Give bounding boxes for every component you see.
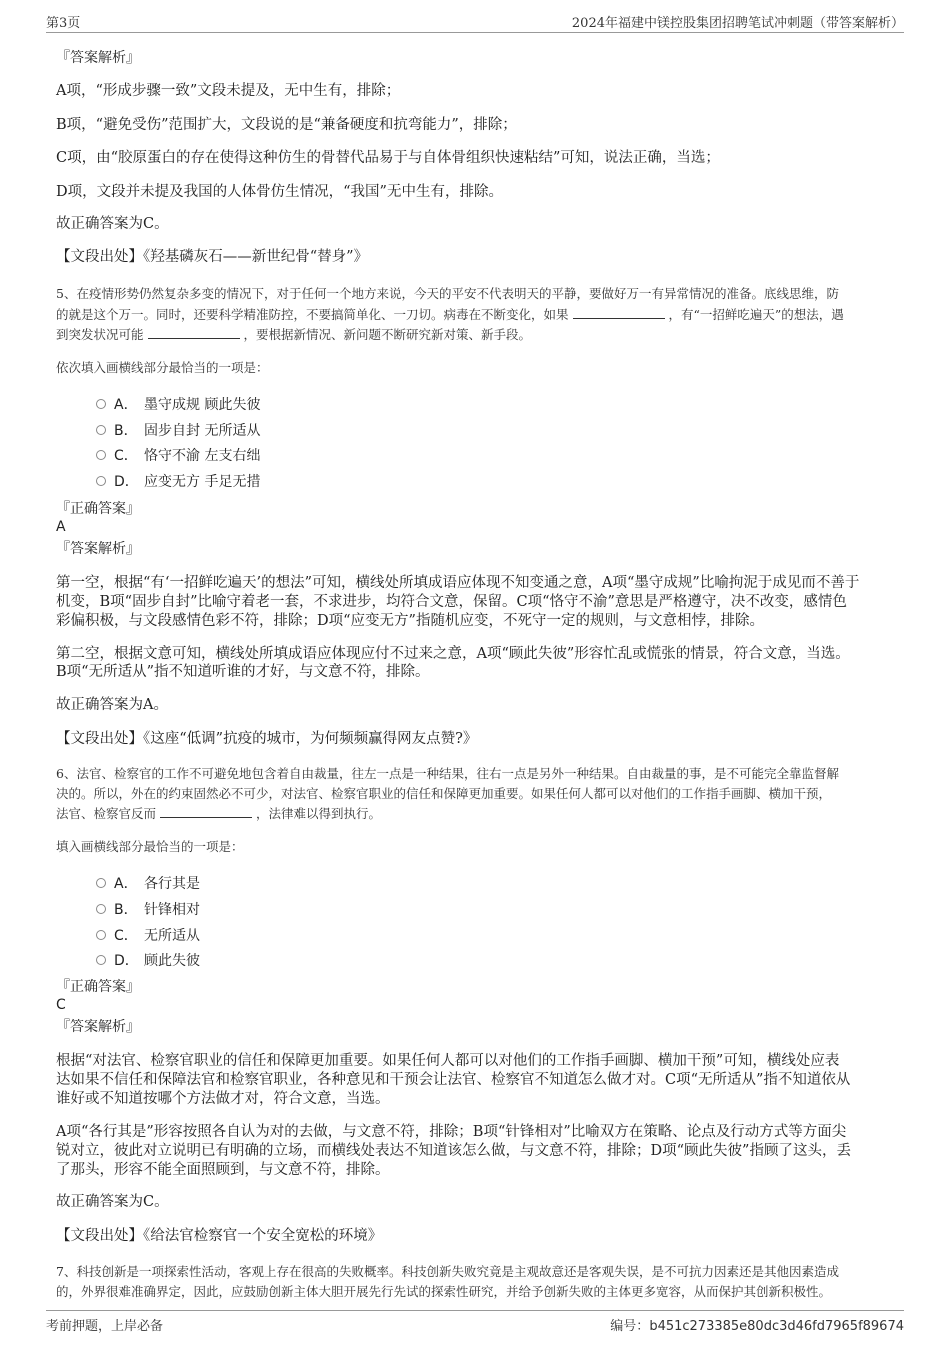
analysis-line-a: A项，“形成步骤一致”文段未提及，无中生有，排除；: [56, 83, 401, 99]
conclusion: 故正确答案为A。: [56, 697, 168, 713]
correct-answer: A: [56, 519, 66, 535]
analysis-label: 『答案解析』: [56, 1019, 140, 1035]
analysis-label: 『答案解析』: [56, 541, 140, 557]
analysis-para-2-line-1: A项“各行其是”形容按照各自认为对的去做，与文意不符，排除；B项“针锋相对”比喻双方在策略、论点及行动方式等方面尖: [56, 1124, 847, 1140]
fill-blank: [148, 326, 240, 339]
q6-stem-part: 法官、检察官反而: [56, 806, 157, 821]
q6-prompt: 填入画横线部分最恰当的一项是：: [56, 839, 244, 854]
radio-icon[interactable]: [96, 476, 106, 486]
q5-prompt: 依次填入画横线部分最恰当的一项是：: [56, 360, 269, 375]
q5-stem-line-3: [56, 325, 900, 345]
fill-blank: [160, 805, 252, 818]
q5-stem-part: ，要根据新情况、新问题不断研究新对策、新手段。: [243, 327, 531, 342]
q6-option-d[interactable]: D． 顾此失彼: [96, 950, 200, 970]
correct-answer: C: [56, 997, 66, 1013]
q6-stem-line-3: [56, 804, 900, 824]
q5-stem-line-1: 5、在疫情形势仍然复杂多变的情况下，对于任何一个地方来说，今天的平安不代表明天的平静，要做好万一有异常情况的准备。底线思维，防: [56, 286, 839, 301]
q7-stem-line-1: 7、科技创新是一项探索性活动，客观上存在很高的失败概率。科技创新失败究竟是主观故意还是客观失误，是不可抗力因素还是其他因素造成: [56, 1264, 839, 1279]
fill-blank: [573, 306, 665, 319]
analysis-line-c: C项，由“胶原蛋白的存在使得这种仿生的骨替代品易于与自体骨组织快速粘结”可知，说法正确，当选；: [56, 150, 720, 166]
q5-option-c[interactable]: C． 恪守不渝 左支右绌: [96, 445, 260, 465]
q5-option-a[interactable]: A． 墨守成规 顾此失彼: [96, 394, 260, 414]
q5-stem-line-2: [56, 305, 900, 325]
radio-icon[interactable]: [96, 904, 106, 914]
radio-icon[interactable]: [96, 399, 106, 409]
analysis-line-b: B项，“避免受伤”范围扩大，文段说的是“兼备硬度和抗弯能力”，排除；: [56, 117, 517, 133]
page-number: 第3页: [46, 16, 81, 31]
q5-stem-part: 到突发状况可能: [56, 327, 144, 342]
analysis-para-2-line-2: 锐对立，彼此对立说明已有明确的立场，而横线处表达不知道该怎么做，与文意不符，排除；D项“顾此失彼”指顾了这头，丢: [56, 1143, 851, 1159]
q6-stem-line-2: 决的。所以，外在的约束固然必不可少，对法官、检察官职业的信任和保障更加重要。如果任何人都可以对他们的工作指手画脚、横加干预，: [56, 786, 832, 801]
q6-option-c[interactable]: C． 无所适从: [96, 925, 200, 945]
correct-answer-label: 『正确答案』: [56, 501, 140, 517]
radio-icon[interactable]: [96, 878, 106, 888]
q6-option-a[interactable]: A． 各行其是: [96, 873, 200, 893]
analysis-para-1-line-3: 彩偏积极，与文段感情色彩不符，排除；D项“应变无方”指随机应变，不死守一定的规则，与文意相悖，排除。: [56, 613, 764, 629]
analysis-para-1-line-1: 第一空，根据“有‘一招鲜吃遍天’的想法”可知，横线处所填成语应体现不知变通之意，A项“墨守成规”比喻拘泥于成见而不善于: [56, 575, 860, 591]
analysis-para-1-line-2: 机变，B项“固步自封”比喻守着老一套，不求进步，均符合文意，保留。C项“恪守不渝”意思是严格遵守，决不改变，感情色: [56, 594, 847, 610]
analysis-label: 『答案解析』: [56, 50, 140, 66]
correct-answer-label: 『正确答案』: [56, 979, 140, 995]
q7-stem-line-2: 的，外界很难准确界定，因此，应鼓励创新主体大胆开展先行先试的探索性研究，并给予创新失败的主体更多宽容，从而保护其创新积极性。: [56, 1284, 832, 1299]
analysis-para-1-line-2: 达如果不信任和保障法官和检察官职业，各种意见和干预会让法官、检察官不知道怎么做才对。C项“无所适从”指不知道依从: [56, 1072, 851, 1088]
radio-icon[interactable]: [96, 425, 106, 435]
conclusion: 故正确答案为C。: [56, 1194, 169, 1210]
q5-stem-part: 的就是这个万一。同时，还要科学精准防控，不要搞简单化、一刀切。病毒在不断变化，如果: [56, 307, 569, 322]
analysis-para-1-line-1: 根据“对法官、检察官职业的信任和保障更加重要。如果任何人都可以对他们的工作指手画脚、横加干预”可知，横线处应表: [56, 1053, 840, 1069]
q5-option-b[interactable]: B． 固步自封 无所适从: [96, 420, 260, 440]
analysis-para-1-line-3: 谁好或不知道按哪个方法做才对，符合文意，当选。: [56, 1091, 390, 1107]
q6-stem-part: ，法律难以得到执行。: [255, 806, 381, 821]
radio-icon[interactable]: [96, 930, 106, 940]
analysis-line-d: D项，文段并未提及我国的人体骨仿生情况，“我国”无中生有，排除。: [56, 184, 503, 200]
document-title: 2024年福建中镁控股集团招聘笔试冲刺题（带答案解析）: [571, 16, 904, 31]
source: 【文段出处】《羟基磷灰石——新世纪骨“替身”》: [56, 249, 369, 265]
q6-stem-line-1: 6、法官、检察官的工作不可避免地包含着自由裁量，往左一点是一种结果，往右一点是另外一种结果。自由裁量的事，是不可能完全靠监督解: [56, 766, 839, 781]
analysis-para-2-line-3: 了那头，形容不能全面照顾到，与文意不符，排除。: [56, 1162, 390, 1178]
q6-option-b[interactable]: B． 针锋相对: [96, 899, 200, 919]
page-header: [46, 12, 904, 33]
conclusion: 故正确答案为C。: [56, 216, 169, 232]
analysis-para-2-line-2: B项“无所适从”指不知道听谁的才好，与文意不符，排除。: [56, 664, 430, 680]
analysis-para-2-line-1: 第二空，根据文意可知，横线处所填成语应体现应付不过来之意，A项“顾此失彼”形容忙乱或慌张的情景，符合文意，当选。: [56, 646, 850, 662]
page-footer: [46, 1310, 904, 1339]
footer-slogan: 考前押题，上岸必备: [46, 1319, 164, 1334]
q5-stem-part: ，有“一招鲜吃遍天”的想法，遇: [668, 307, 844, 322]
q5-option-d[interactable]: D． 应变无方 手足无措: [96, 471, 260, 491]
source: 【文段出处】《这座“低调”抗疫的城市，为何频频赢得网友点赞?》: [56, 731, 478, 747]
radio-icon[interactable]: [96, 450, 106, 460]
source: 【文段出处】《给法官检察官一个安全宽松的环境》: [56, 1228, 383, 1244]
document-code: 编号：b451c273385e80dc3d46fd7965f89674: [610, 1319, 904, 1334]
radio-icon[interactable]: [96, 955, 106, 965]
